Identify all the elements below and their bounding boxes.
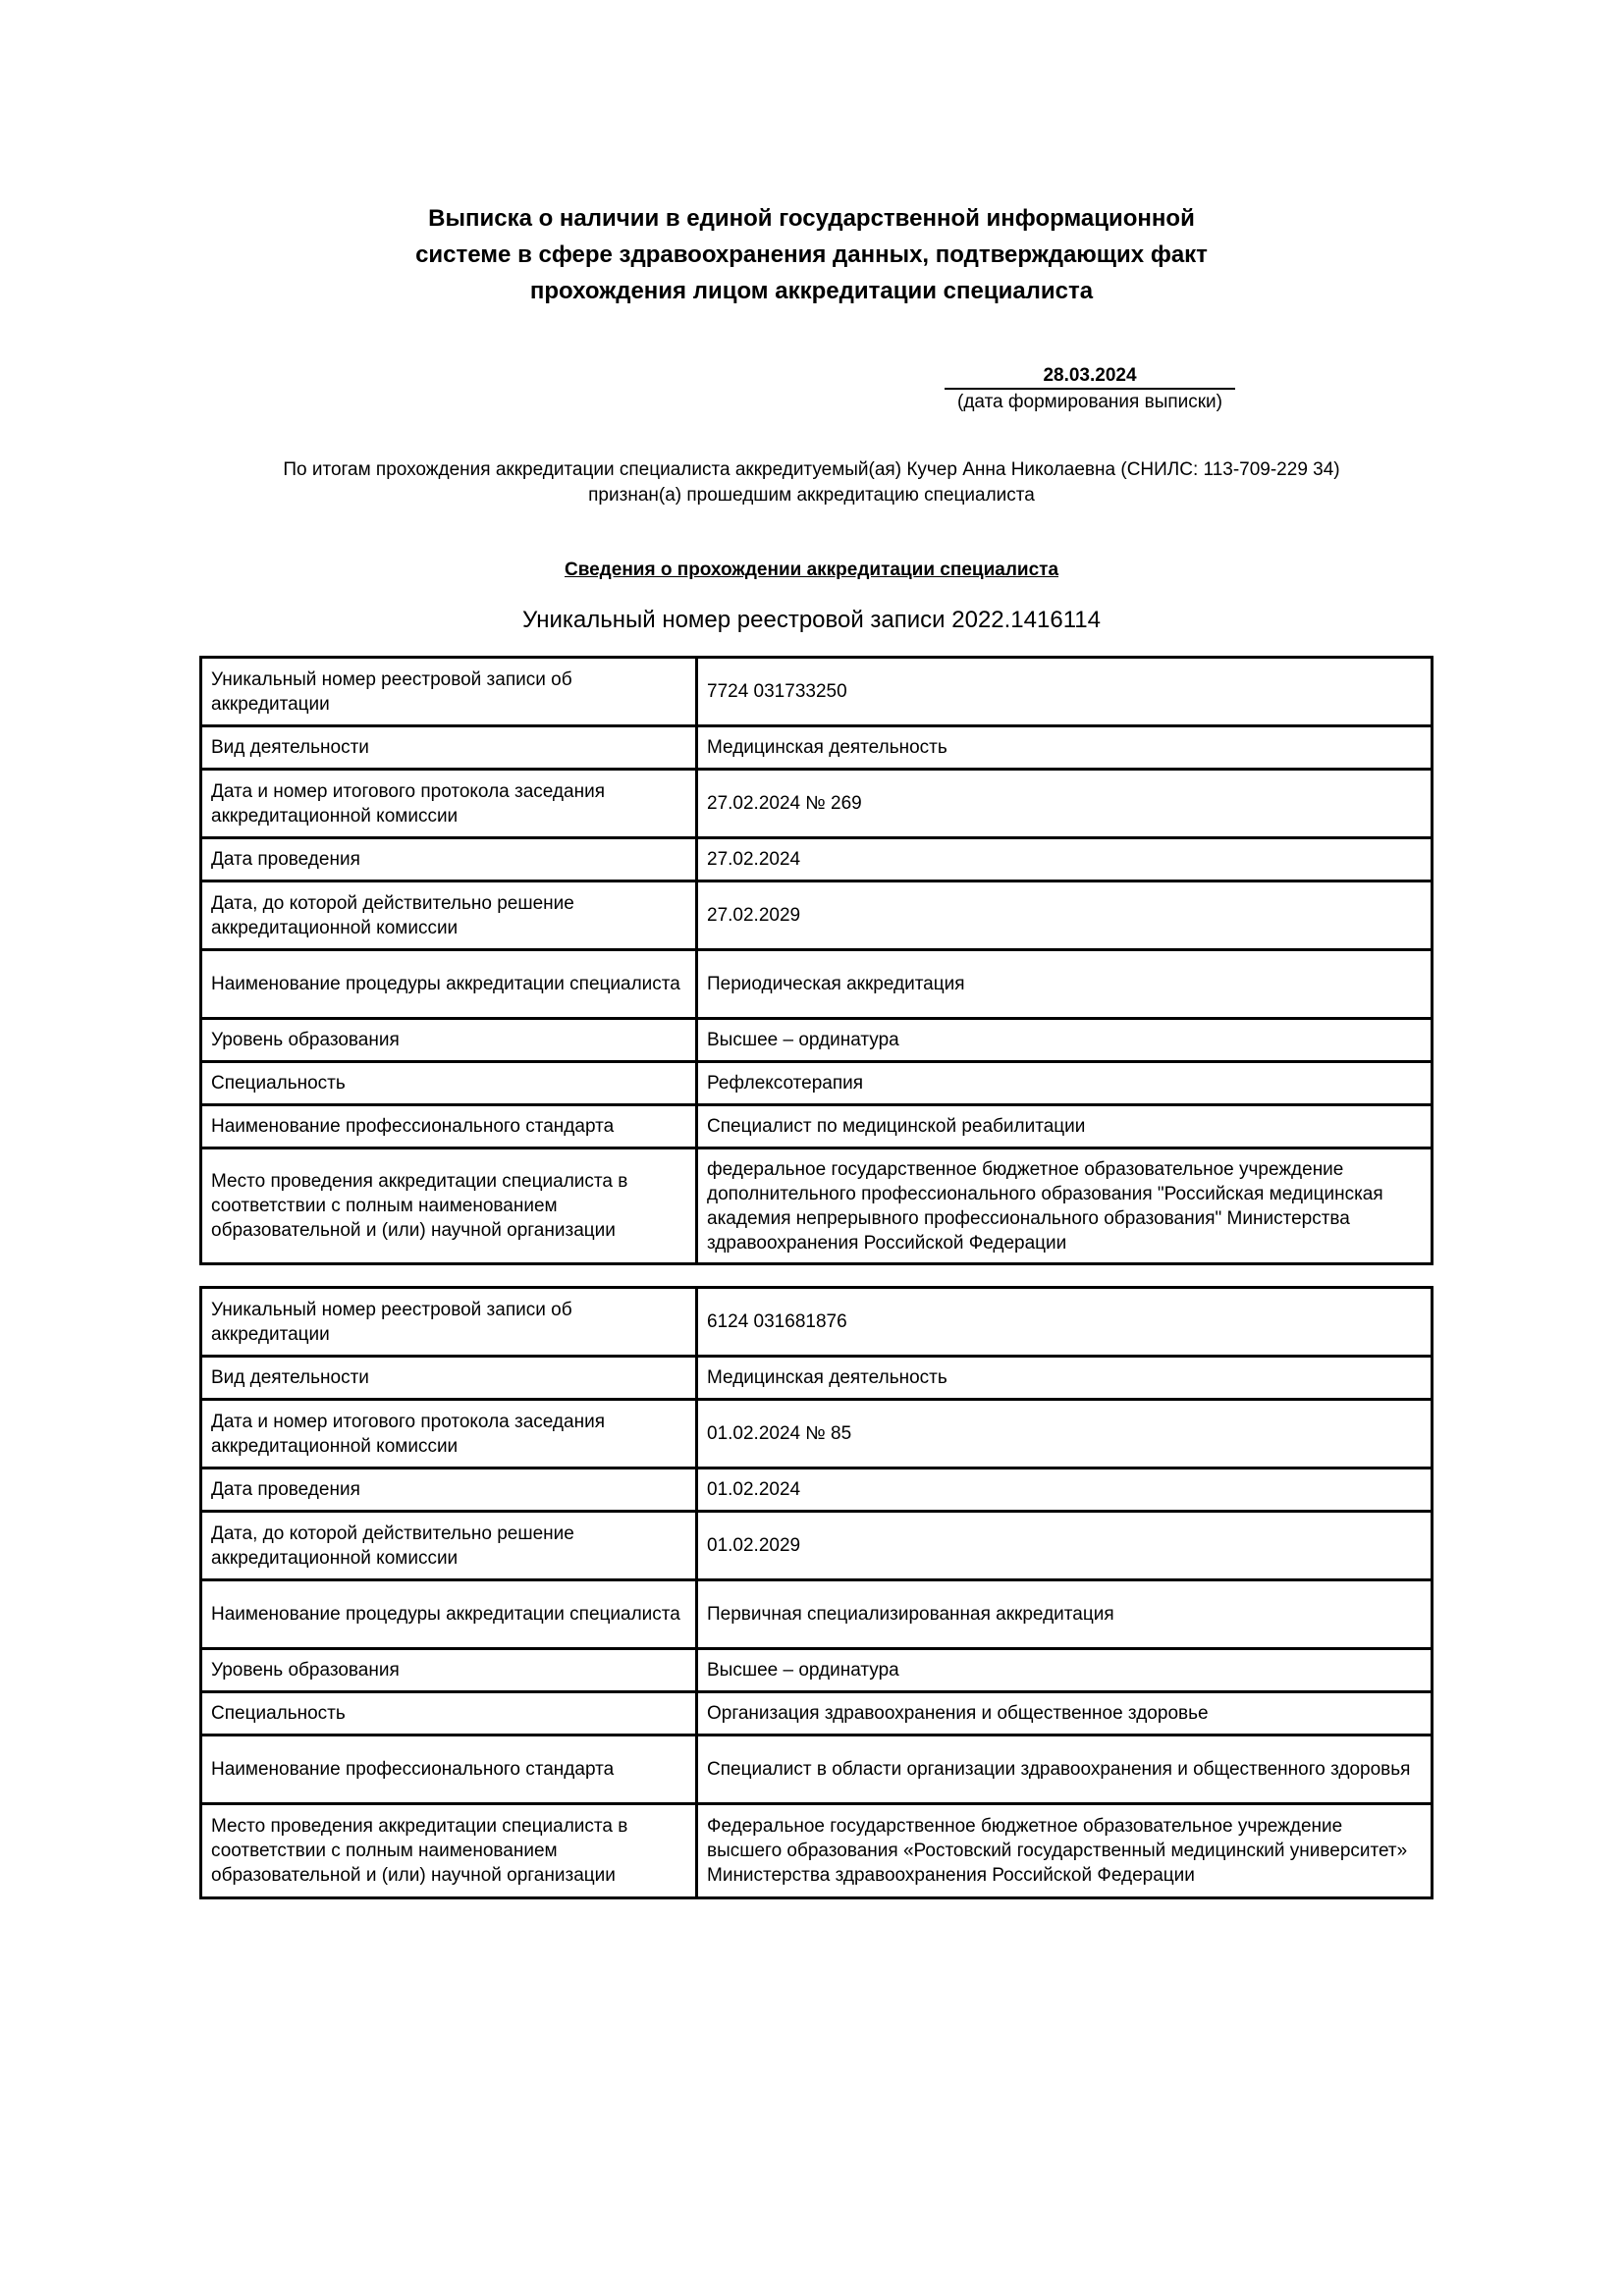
row-label: Уровень образования — [201, 1019, 697, 1062]
title-line-3: прохождения лицом аккредитации специалиста — [529, 278, 1094, 304]
row-value: Федеральное государственное бюджетное образовательное учреждение высшего образования «Ростовский государственный медицинский университет» Министерства здравоохранения Российской Федерации — [697, 1804, 1433, 1898]
registry-number-heading: Уникальный номер реестровой записи 2022.1416114 — [522, 607, 1101, 633]
table-row — [201, 1148, 1433, 1264]
table-row — [201, 1468, 1433, 1512]
table-row — [201, 1400, 1433, 1468]
row-label: Дата проведения — [201, 1468, 697, 1512]
table-row — [201, 770, 1433, 838]
table-row — [201, 1735, 1433, 1804]
row-label: Наименование процедуры аккредитации специалиста — [201, 950, 697, 1019]
table-row — [201, 1512, 1433, 1580]
row-label: Уровень образования — [201, 1649, 697, 1692]
row-value: Первичная специализированная аккредитация — [697, 1580, 1433, 1649]
row-value: 27.02.2024 — [697, 838, 1433, 881]
title-line-1: Выписка о наличии в единой государственной информационной — [428, 205, 1195, 232]
row-value: Рефлексотерапия — [697, 1062, 1433, 1105]
row-value: 27.02.2029 — [697, 881, 1433, 950]
accreditation-record-table-2 — [199, 1286, 1434, 1899]
row-label: Специальность — [201, 1062, 697, 1105]
table-row — [201, 1804, 1433, 1898]
table-row — [201, 1357, 1433, 1400]
table-row — [201, 1580, 1433, 1649]
row-label: Наименование профессионального стандарта — [201, 1105, 697, 1148]
row-label: Наименование процедуры аккредитации специалиста — [201, 1580, 697, 1649]
table-row — [201, 950, 1433, 1019]
row-value: 7724 031733250 — [697, 658, 1433, 726]
row-value: Высшее – ординатура — [697, 1019, 1433, 1062]
intro-text — [0, 457, 1623, 508]
row-label: Вид деятельности — [201, 726, 697, 770]
accreditation-record-table-1 — [199, 656, 1434, 1265]
row-value: 01.02.2029 — [697, 1512, 1433, 1580]
table-row — [201, 881, 1433, 950]
table-row — [201, 1062, 1433, 1105]
row-label: Уникальный номер реестровой записи об аккредитации — [201, 1288, 697, 1357]
row-label: Дата проведения — [201, 838, 697, 881]
issue-date: 28.03.2024 — [945, 365, 1235, 390]
section-heading: Сведения о прохождении аккредитации специалиста — [564, 560, 1059, 580]
row-value: Специалист по медицинской реабилитации — [697, 1105, 1433, 1148]
table-row — [201, 1019, 1433, 1062]
table-row — [201, 658, 1433, 726]
row-label: Вид деятельности — [201, 1357, 697, 1400]
row-value: федеральное государственное бюджетное образовательное учреждение дополнительного профессионального образования "Российская медицинская академия непрерывного профессионального образования" Министерства здравоохранения Российской Федерации — [697, 1148, 1433, 1264]
table-row — [201, 1105, 1433, 1148]
issue-date-caption: (дата формирования выписки) — [957, 392, 1222, 412]
row-label: Дата и номер итогового протокола заседания аккредитационной комиссии — [201, 1400, 697, 1468]
row-label: Дата, до которой действительно решение аккредитационной комиссии — [201, 881, 697, 950]
row-value: 6124 031681876 — [697, 1288, 1433, 1357]
row-label: Уникальный номер реестровой записи об аккредитации — [201, 658, 697, 726]
row-value: Медицинская деятельность — [697, 726, 1433, 770]
table-row — [201, 838, 1433, 881]
row-label: Специальность — [201, 1692, 697, 1735]
issue-date-block — [945, 365, 1235, 415]
document-title — [0, 200, 1623, 309]
table-row — [201, 1649, 1433, 1692]
title-line-2: системе в сфере здравоохранения данных, подтверждающих факт — [415, 241, 1208, 268]
table-row — [201, 1692, 1433, 1735]
row-label: Дата, до которой действительно решение аккредитационной комиссии — [201, 1512, 697, 1580]
row-value: Специалист в области организации здравоохранения и общественного здоровья — [697, 1735, 1433, 1804]
row-label: Дата и номер итогового протокола заседания аккредитационной комиссии — [201, 770, 697, 838]
row-value: 01.02.2024 № 85 — [697, 1400, 1433, 1468]
row-value: Организация здравоохранения и общественное здоровье — [697, 1692, 1433, 1735]
row-label: Наименование профессионального стандарта — [201, 1735, 697, 1804]
table-row — [201, 1288, 1433, 1357]
row-value: Периодическая аккредитация — [697, 950, 1433, 1019]
row-value: Высшее – ординатура — [697, 1649, 1433, 1692]
row-label: Место проведения аккредитации специалиста в соответствии с полным наименованием образовательной и (или) научной организации — [201, 1148, 697, 1264]
row-label: Место проведения аккредитации специалиста в соответствии с полным наименованием образовательной и (или) научной организации — [201, 1804, 697, 1898]
row-value: 01.02.2024 — [697, 1468, 1433, 1512]
row-value: 27.02.2024 № 269 — [697, 770, 1433, 838]
table-row — [201, 726, 1433, 770]
intro-line-1: По итогам прохождения аккредитации специалиста аккредитуемый(ая) Кучер Анна Николаевна (СНИЛС: 113-709-229 34) — [283, 459, 1340, 480]
row-value: Медицинская деятельность — [697, 1357, 1433, 1400]
intro-line-2: признан(а) прошедшим аккредитацию специалиста — [588, 485, 1035, 506]
